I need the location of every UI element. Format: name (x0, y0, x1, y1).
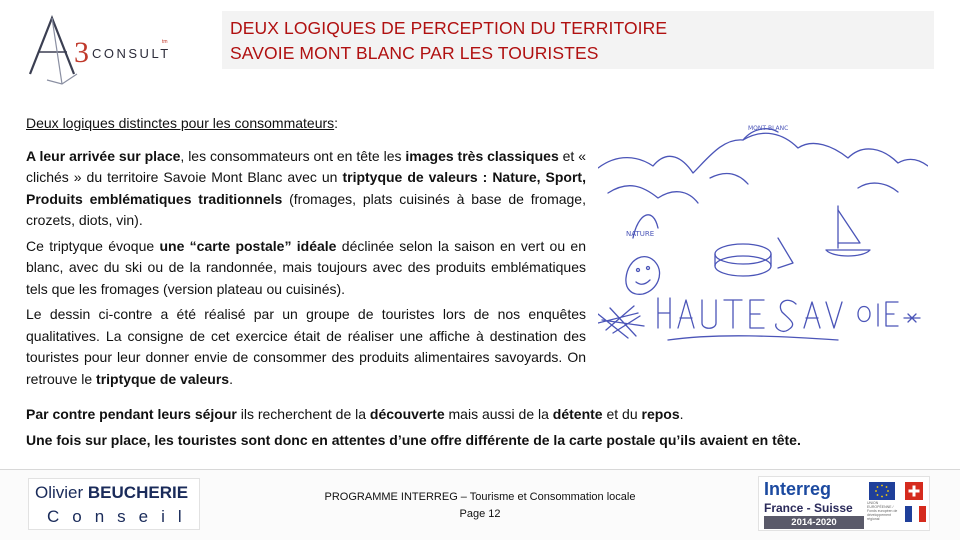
ob-last-name: BEUCHERIE (87, 483, 189, 502)
l1-text-4: . (679, 406, 684, 422)
heading-colon: : (334, 115, 339, 131)
ob-logo-line-2: Conseil (47, 507, 195, 526)
p1-bold-2: images très classiques (405, 147, 559, 164)
sketch-label-mountain: MONT BLANC (748, 125, 789, 132)
l1-bold-3: détente (552, 406, 603, 422)
interreg-name: Interreg (764, 479, 832, 499)
heading-text: Deux logiques distinctes pour les consommateurs (26, 115, 335, 131)
p2-text-2: déclinée selon la saison en vert ou en blanc, avec du ski ou de la randonnée, mais toujours avec des produits emblématiques tels que les fromages (version plateau ou cuisinés). (26, 237, 586, 297)
full-width-line-2 (26, 430, 801, 452)
swiss-flag-icon (905, 482, 923, 500)
p3-text-2: . (229, 370, 233, 387)
tourist-drawing (598, 118, 928, 368)
eu-caption: UNION EUROPÉENNE / Fonds européen de développement régional (867, 501, 898, 521)
ob-logo-line-1 (35, 483, 188, 503)
a3-logo-tm: tm (162, 39, 168, 45)
l1-text-2: mais aussi de la (444, 406, 553, 422)
l1-bold-2: découverte (369, 406, 445, 422)
slide-title (222, 11, 934, 69)
paragraph-1 (26, 146, 586, 232)
p1-bold-1: A leur arrivée sur place (26, 147, 181, 164)
p1-text-1: , les consommateurs ont en tête les (180, 147, 406, 164)
a3-consult-logo (22, 12, 182, 92)
l1-text-1: ils recherchent de la (236, 406, 370, 422)
paragraph-3 (26, 304, 586, 390)
full-width-line-1 (26, 404, 684, 426)
title-line-2: SAVOIE MONT BLANC PAR LES TOURISTES (230, 43, 599, 63)
l1-bold-4: repos (641, 406, 680, 422)
l1-text-3: et du (602, 406, 642, 422)
p1-bold-3: triptyque de valeurs : Nature, Sport, Produits emblématiques traditionnels (26, 169, 586, 207)
ob-first-name: Olivier (35, 483, 88, 502)
a3-logo-text: CONSULT (92, 46, 171, 61)
main-text (26, 113, 586, 394)
p2-bold-1: une “carte postale” idéale (159, 237, 337, 254)
section-heading (26, 113, 586, 135)
footer-program (280, 489, 680, 523)
svg-text:3: 3 (74, 36, 89, 69)
p2-text-1: Ce triptyque évoque (26, 237, 160, 254)
l1-bold-1: Par contre pendant leurs séjour (26, 406, 237, 422)
eu-flag-icon (869, 482, 895, 500)
interreg-countries: France - Suisse (764, 501, 853, 515)
paragraph-2 (26, 236, 586, 301)
program-name: PROGRAMME INTERREG – Tourisme et Consommation locale (324, 491, 636, 503)
hand-drawn-poster-sketch-icon (598, 118, 928, 368)
p3-text-1: Le dessin ci-contre a été réalisé par un groupe de touristes lors de nos enquêtes qualitatives. La consigne de cet exercice était de réaliser une affiche à destination des touristes pour leur donner envie de consommer des produits alimentaires savoyards. On retrouve le (26, 306, 586, 387)
interreg-logo (758, 476, 930, 531)
p3-bold-1: triptyque de valeurs (96, 370, 230, 387)
title-line-1: DEUX LOGIQUES DE PERCEPTION DU TERRITOIRE (230, 18, 668, 38)
p1-text-2: et « clichés » du territoire Savoie Mont Blanc avec un (26, 147, 587, 185)
sketch-label-nature: NATURE (626, 230, 655, 238)
interreg-years: 2014-2020 (764, 516, 864, 529)
l2-bold: Une fois sur place, les touristes sont donc en attentes d’une offre différente de la carte postale qu’ils avaient en tête. (26, 432, 801, 448)
french-flag-icon (905, 506, 926, 522)
olivier-beucherie-logo (28, 478, 200, 530)
page-number: Page 12 (459, 508, 501, 520)
p1-text-3: (fromages, plats cuisinés à base de fromage, crozets, diots, vin). (26, 190, 586, 228)
